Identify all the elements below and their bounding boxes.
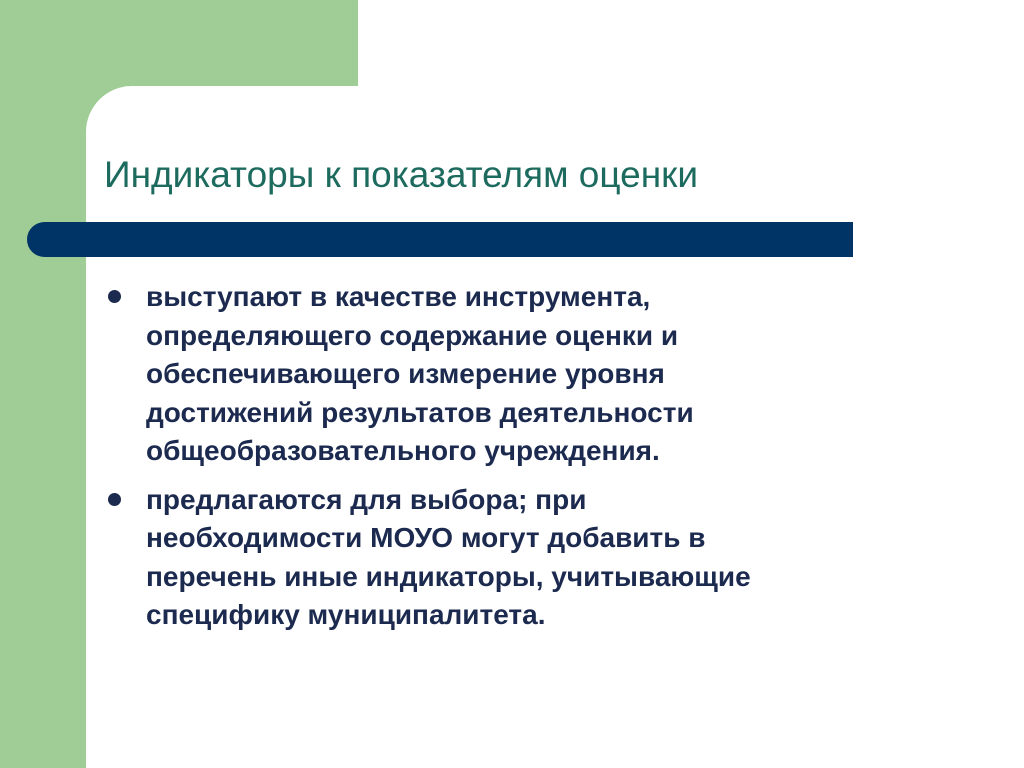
title-underline-bar xyxy=(27,222,853,257)
bullet-item xyxy=(104,278,904,471)
slide-title: Индикаторы к показателям оценки xyxy=(104,154,699,195)
decorative-top-strip xyxy=(358,0,1024,86)
bullet-dot-icon xyxy=(108,290,121,303)
bullet-item xyxy=(104,481,904,635)
bullet-text: предлагаются для выбора; при необходимости МОУО могут добавить в перечень иные индикаторы, учитывающие специфику муниципалитета. xyxy=(146,483,751,630)
bullet-text: выступают в качестве инструмента, определяющего содержание оценки и обеспечивающего измерение уровня достижений результатов деятельности общеобразовательного учреждения. xyxy=(146,281,694,466)
bullet-list xyxy=(104,278,904,645)
bullet-dot-icon xyxy=(108,493,121,506)
